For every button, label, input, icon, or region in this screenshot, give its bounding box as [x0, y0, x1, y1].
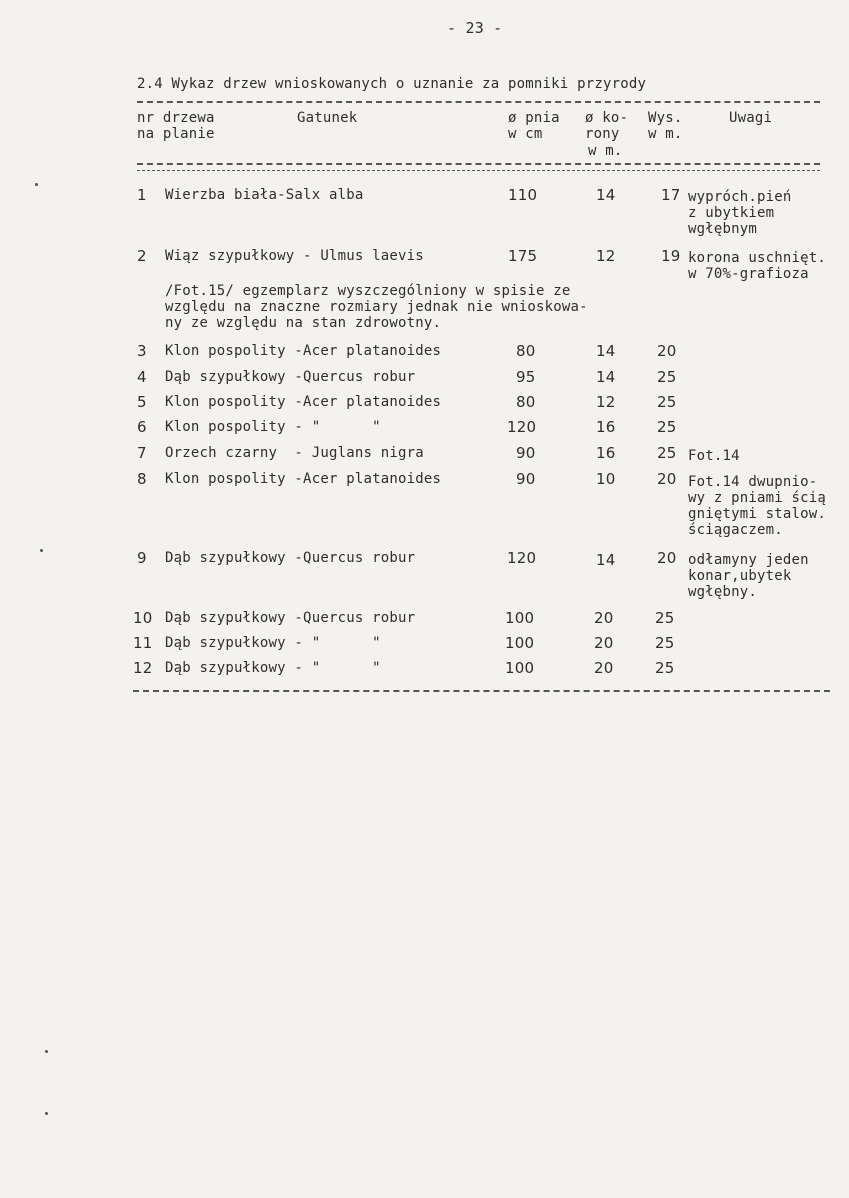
row-5-wys: 25	[657, 393, 677, 411]
row-2-uwagi-2: w 70%-grafioza	[688, 266, 809, 282]
row-11-nr: 11	[133, 634, 153, 652]
table-bottom-rule	[133, 690, 830, 692]
row-3-nr: 3	[137, 342, 147, 360]
row-5-pnia: 80	[516, 393, 536, 411]
row-2-korony: 12	[596, 247, 616, 265]
row-4-korony: 14	[596, 368, 616, 386]
row-11-wys: 25	[655, 634, 675, 652]
header-pnia-line2: w cm	[508, 126, 543, 142]
row-1-uwagi-1: wypróch.pień	[688, 189, 792, 205]
page-number: - 23 -	[447, 19, 503, 37]
row-8-uwagi-3: gniętymi stalow.	[688, 506, 827, 522]
row-2-wys: 19	[661, 247, 681, 265]
row-3-korony: 14	[596, 342, 616, 360]
row-11-korony: 20	[594, 634, 614, 652]
row-8-korony: 10	[596, 470, 616, 488]
row-4-pnia: 95	[516, 368, 536, 386]
row-10-pnia: 100	[505, 609, 535, 627]
row-3-gatunek: Klon pospolity -Acer platanoides	[165, 343, 442, 359]
row-12-pnia: 100	[505, 659, 535, 677]
row-4-wys: 25	[657, 368, 677, 386]
row-1-wys: 17	[661, 186, 681, 204]
header-uwagi: Uwagi	[729, 110, 773, 126]
row-9-wys: 20	[657, 549, 677, 567]
header-rule-bottom	[137, 170, 820, 171]
row-2-gatunek: Wiąz szypułkowy - Ulmus laevis	[165, 248, 424, 264]
row-9-uwagi-1: odłamyny jeden	[688, 552, 809, 568]
row-8-nr: 8	[137, 470, 147, 488]
row-7-korony: 16	[596, 444, 616, 462]
row-11-gatunek: Dąb szypułkowy - " "	[165, 635, 381, 651]
header-nr-line2: na planie	[137, 126, 215, 142]
margin-dot	[35, 183, 38, 186]
row-5-nr: 5	[137, 393, 147, 411]
row-9-nr: 9	[137, 549, 147, 567]
row-10-gatunek: Dąb szypułkowy -Quercus robur	[165, 610, 416, 626]
row-12-nr: 12	[133, 659, 153, 677]
row-10-wys: 25	[655, 609, 675, 627]
row-1-korony: 14	[596, 186, 616, 204]
row-6-gatunek: Klon pospolity - " "	[165, 419, 381, 435]
row-1-pnia: 110	[508, 186, 538, 204]
header-wys-line1: Wys.	[648, 110, 683, 126]
row-1-uwagi-2: z ubytkiem	[688, 205, 775, 221]
row-4-nr: 4	[137, 368, 147, 386]
row-6-korony: 16	[596, 418, 616, 436]
header-gatunek: Gatunek	[297, 110, 358, 126]
row-1-uwagi-3: wgłębnym	[688, 221, 758, 237]
row-9-uwagi-3: wgłębny.	[688, 584, 758, 600]
row-3-pnia: 80	[516, 342, 536, 360]
row-7-gatunek: Orzech czarny - Juglans nigra	[165, 445, 424, 461]
row-1-gatunek: Wierzba biała-Salx alba	[165, 187, 364, 203]
margin-dot	[40, 549, 43, 552]
row-2-nr: 2	[137, 247, 147, 265]
row-9-gatunek: Dąb szypułkowy -Quercus robur	[165, 550, 416, 566]
margin-dot	[45, 1050, 48, 1053]
row-2-uwagi-1: korona uschnięt.	[688, 250, 827, 266]
row-8-uwagi-4: ściągaczem.	[688, 522, 783, 538]
row-10-korony: 20	[594, 609, 614, 627]
row-8-gatunek: Klon pospolity -Acer platanoides	[165, 471, 442, 487]
row-1-nr: 1	[137, 186, 147, 204]
row-12-korony: 20	[594, 659, 614, 677]
header-rule-top	[137, 163, 820, 165]
row-12-gatunek: Dąb szypułkowy - " "	[165, 660, 381, 676]
row-8-pnia: 90	[516, 470, 536, 488]
header-korony-line2: rony	[585, 126, 620, 142]
row-10-nr: 10	[133, 609, 153, 627]
row-7-wys: 25	[657, 444, 677, 462]
row-2-note-2: względu na znaczne rozmiary jednak nie wnioskowa-	[165, 299, 588, 315]
header-wys-line2: w m.	[648, 126, 683, 142]
row-2-pnia: 175	[508, 247, 538, 265]
row-2-note-1: /Fot.15/ egzemplarz wyszczególniony w spisie ze	[165, 283, 571, 299]
row-6-pnia: 120	[507, 418, 537, 436]
row-8-wys: 20	[657, 470, 677, 488]
row-8-uwagi-1: Fot.14 dwupnio-	[688, 474, 818, 490]
row-12-wys: 25	[655, 659, 675, 677]
row-5-gatunek: Klon pospolity -Acer platanoides	[165, 394, 442, 410]
row-6-nr: 6	[137, 418, 147, 436]
header-pnia-line1: ø pnia	[508, 110, 560, 126]
title-rule	[137, 101, 820, 103]
row-8-uwagi-2: wy z pniami ścią	[688, 490, 827, 506]
row-2-note-3: ny ze względu na stan zdrowotny.	[165, 315, 442, 331]
row-5-korony: 12	[596, 393, 616, 411]
row-9-korony: 14	[596, 551, 616, 569]
header-nr-line1: nr drzewa	[137, 110, 215, 126]
header-korony-line3: w m.	[588, 143, 623, 159]
row-9-pnia: 120	[507, 549, 537, 567]
row-6-wys: 25	[657, 418, 677, 436]
margin-dot	[45, 1112, 48, 1115]
row-7-uwagi-1: Fot.14	[688, 448, 740, 464]
row-11-pnia: 100	[505, 634, 535, 652]
row-3-wys: 20	[657, 342, 677, 360]
header-korony-line1: ø ko-	[585, 110, 629, 126]
row-7-nr: 7	[137, 444, 147, 462]
row-9-uwagi-2: konar,ubytek	[688, 568, 792, 584]
row-7-pnia: 90	[516, 444, 536, 462]
section-title: 2.4 Wykaz drzew wnioskowanych o uznanie za pomniki przyrody	[137, 76, 647, 92]
row-4-gatunek: Dąb szypułkowy -Quercus robur	[165, 369, 416, 385]
